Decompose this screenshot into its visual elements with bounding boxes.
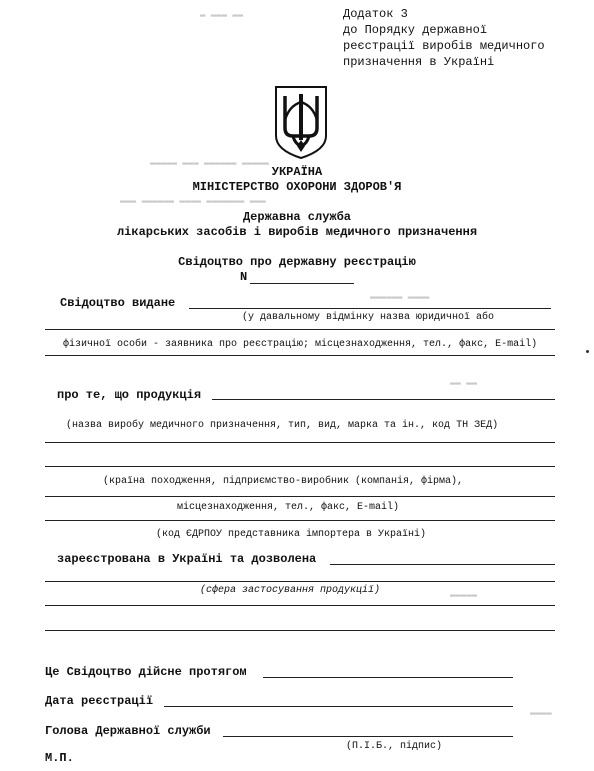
scope-field[interactable]	[45, 605, 555, 606]
trident-emblem-icon	[273, 84, 329, 160]
registered-field[interactable]	[330, 564, 555, 565]
bleed-through-mark: ▬ ▬▬▬ ▬▬	[200, 10, 244, 20]
scope-field-2[interactable]	[45, 630, 555, 631]
product-label: про те, що продукція	[57, 388, 202, 402]
bleed-through-mark: ▬▬ ▬▬	[450, 378, 478, 388]
bleed-through-mark: ▬▬▬▬	[530, 708, 552, 718]
validity-field[interactable]	[263, 677, 513, 678]
annex-line: призначення в Україні	[343, 55, 495, 69]
importer-hint: (код ЄДРПОУ представника імпортера в Україні)	[156, 529, 427, 540]
annex-reference	[343, 6, 545, 70]
origin-field-2[interactable]	[45, 520, 555, 521]
scope-field-top[interactable]	[45, 581, 555, 582]
issued-to-field-2[interactable]	[45, 329, 555, 330]
issued-to-hint-2: фізичної особи - заявника про реєстрацію; місцезнаходження, тел., факс, E-mail)	[63, 339, 538, 350]
annex-line: реєстрації виробів медичного	[343, 39, 545, 53]
head-signature-field[interactable]	[223, 736, 513, 737]
service-name-line2: лікарських засобів і виробів медичного призначення	[116, 225, 478, 239]
head-of-service-label: Голова Державної служби	[45, 724, 211, 738]
certificate-number-field[interactable]	[250, 283, 354, 284]
document-title: Свідоцтво про державну реєстрацію	[178, 255, 416, 269]
bleed-through-mark: ▬▬▬▬▬ ▬▬▬ ▬▬▬▬▬▬ ▬▬▬▬▬	[150, 158, 269, 168]
bleed-through-mark: ▬▬▬▬▬	[450, 590, 478, 600]
ministry-name: МІНІСТЕРСТВО ОХОРОНИ ЗДОРОВ'Я	[192, 180, 402, 194]
bleed-through-mark: ▬▬▬▬▬▬ ▬▬▬▬	[370, 292, 430, 302]
bleed-through-mark: ▬▬▬ ▬▬▬▬▬▬ ▬▬▬▬ ▬▬▬▬▬▬▬ ▬▬▬	[120, 196, 266, 206]
origin-hint: (країна походження, підприємство-виробник (компанія, фірма),	[103, 476, 464, 487]
speck	[586, 350, 589, 353]
seal-label: М.П.	[45, 751, 74, 765]
country-name: УКРАЇНА	[271, 165, 323, 179]
annex-line: до Порядку державної	[343, 23, 488, 37]
service-name-line1: Державна служба	[242, 210, 352, 224]
origin-field[interactable]	[45, 496, 555, 497]
certificate-number-label: N	[240, 270, 248, 284]
product-hint: (назва виробу медичного призначення, тип, вид, марка та ін., код ТН ЗЕД)	[66, 420, 499, 431]
issued-to-label: Свідоцтво видане	[60, 296, 176, 310]
signature-hint: (П.І.Б., підпис)	[346, 741, 443, 752]
issued-to-field[interactable]	[189, 308, 551, 309]
annex-line: Додаток 3	[343, 7, 408, 21]
registration-date-label: Дата реєстрації	[45, 694, 154, 708]
issued-to-field-3[interactable]	[45, 355, 555, 356]
issued-to-hint: (у давальному відмінку назва юридичної або	[242, 312, 495, 323]
product-field[interactable]	[212, 399, 555, 400]
product-field-3[interactable]	[45, 466, 555, 467]
origin-hint-2: місцезнаходження, тел., факс, E-mail)	[177, 502, 400, 513]
validity-label: Це Свідоцтво дійсне протягом	[45, 665, 247, 679]
scope-hint: (сфера застосування продукції)	[200, 585, 381, 596]
registered-label: зареєстрована в Україні та дозволена	[57, 552, 317, 566]
registration-date-field[interactable]	[164, 706, 513, 707]
product-field-2[interactable]	[45, 442, 555, 443]
